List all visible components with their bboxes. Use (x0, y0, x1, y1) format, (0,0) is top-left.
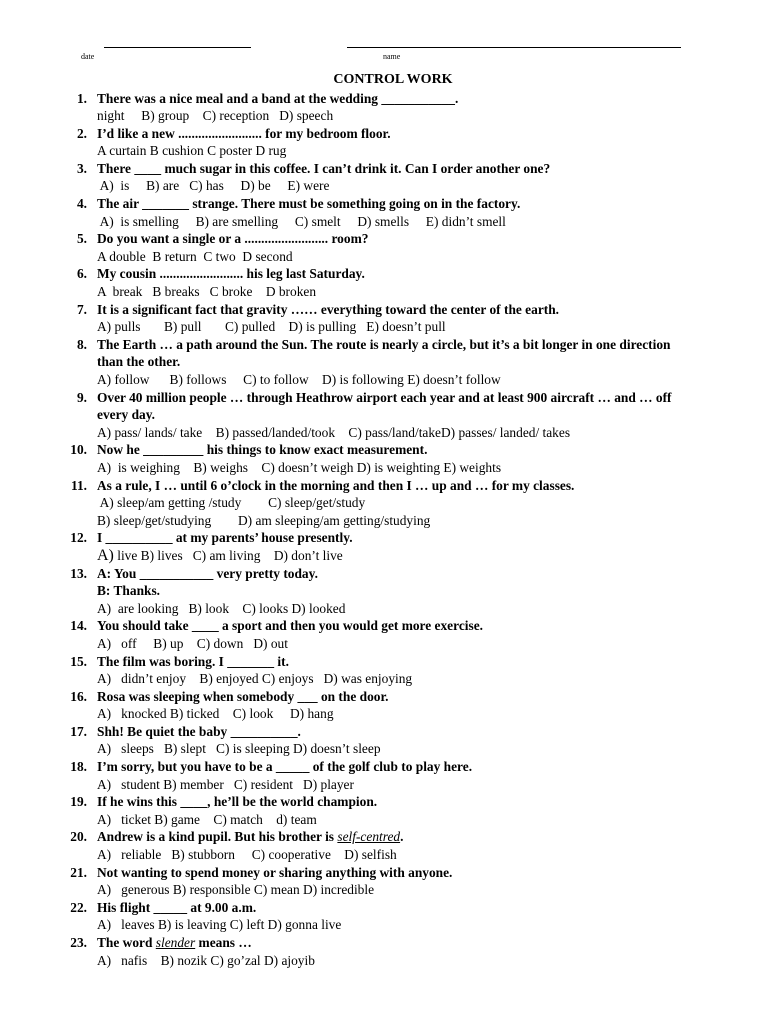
answer-options: A) ticket B) game C) match d) team (97, 811, 317, 827)
question-number: 3. (76, 160, 87, 176)
question-item (0, 477, 768, 530)
question-number: 1. (76, 90, 87, 106)
question-text (0, 160, 768, 178)
question-text (0, 653, 768, 671)
question-item (0, 864, 768, 899)
question-number: 12. (70, 530, 87, 546)
answer-options: A) nafis B) nozik C) go’zal D) ajoyib (97, 952, 315, 968)
question-text (0, 899, 768, 917)
question-text-content: Do you want a single or a ......................... room? (97, 231, 369, 247)
question-number: 21. (70, 864, 87, 880)
question-number: 4. (76, 196, 87, 212)
answer-options: A) pulls B) pull C) pulled D) is pulling E) doesn’t pull (97, 319, 446, 335)
option-a-label: A) (97, 546, 114, 564)
question-text (0, 265, 768, 283)
name-label: name (383, 52, 401, 61)
question-text-content: My cousin ......................... his leg last Saturday. (97, 266, 365, 282)
question-item (0, 125, 768, 160)
question-text (0, 723, 768, 741)
question-text-content: I __________ at my parents’ house presently. (97, 530, 353, 546)
question-text-content: Shh! Be quiet the baby __________. (97, 723, 301, 739)
question-list (0, 90, 768, 970)
question-text (0, 793, 768, 811)
question-text (0, 406, 768, 424)
answer-options (0, 547, 768, 565)
answer-options: A) knocked B) ticked C) look D) hang (97, 706, 334, 722)
question-number: 14. (70, 618, 87, 634)
question-number: 15. (70, 653, 87, 669)
answer-options: A) is B) are C) has D) be E) were (97, 178, 330, 194)
question-number: 17. (70, 723, 87, 739)
answer-options: A curtain B cushion C poster D rug (97, 143, 287, 159)
question-text (0, 529, 768, 547)
question-text (0, 582, 768, 600)
question-text (0, 90, 768, 108)
answer-options: A) follow B) follows C) to follow D) is following E) doesn’t follow (97, 372, 501, 387)
answer-options: A) reliable B) stubborn C) cooperative D) selfish (97, 847, 397, 863)
question-number: 11. (71, 477, 87, 493)
question-number: 22. (70, 899, 87, 915)
question-number: 5. (76, 231, 87, 247)
question-text-content: As a rule, I … until 6 o’clock in the morning and then I … up and … for my classes. (97, 477, 575, 493)
question-text (0, 230, 768, 248)
question-text-content: Now he _________ his things to know exact measurement. (97, 442, 428, 458)
answer-options: A) didn’t enjoy B) enjoyed C) enjoys D) was enjoying (97, 671, 413, 687)
answer-options: night B) group C) reception D) speech (97, 108, 334, 124)
question-number: 10. (70, 442, 87, 458)
question-item (0, 389, 768, 442)
answer-options: A double B return C two D second (97, 248, 293, 264)
answer-options: B) sleep/get/studying D) am sleeping/am getting/studying (97, 512, 431, 528)
question-item (0, 160, 768, 195)
question-item (0, 230, 768, 265)
question-text (0, 125, 768, 143)
answer-options: A) student B) member C) resident D) player (97, 776, 354, 792)
question-text-content: B: Thanks. (97, 583, 161, 599)
question-number: 19. (70, 794, 87, 810)
question-item (0, 899, 768, 934)
question-text-content: It is a significant fact that gravity …… everything toward the center of the earth. (97, 301, 560, 317)
question-number: 2. (76, 125, 87, 141)
answer-options: A) generous B) responsible C) mean D) incredible (97, 882, 375, 898)
question-text (0, 934, 768, 952)
answer-options: A) off B) up C) down D) out (97, 635, 288, 651)
question-text-content: Rosa was sleeping when somebody ___ on the door. (97, 688, 389, 704)
answer-options: A) sleeps B) slept C) is sleeping D) doesn’t sleep (97, 741, 381, 757)
question-text (0, 301, 768, 319)
question-item (0, 90, 768, 125)
question-text-content: The Earth … a path around the Sun. The route is nearly a circle, but it’s a bit longer in one direction (97, 336, 671, 352)
question-item (0, 529, 768, 564)
question-text (0, 828, 768, 846)
question-number: 18. (70, 759, 87, 775)
question-text-content: . (400, 829, 404, 845)
question-number: 6. (76, 266, 87, 282)
question-text (0, 336, 768, 354)
question-text-content: I’m sorry, but you have to be a _____ of the golf club to play here. (97, 759, 473, 775)
question-text (0, 688, 768, 706)
question-number: 16. (70, 688, 87, 704)
question-number: 23. (70, 935, 87, 950)
question-text-content: There ____ much sugar in this coffee. I can’t drink it. Can I order another one? (97, 160, 551, 176)
question-text-content: There was a nice meal and a band at the wedding ___________. (97, 90, 459, 106)
question-text (0, 195, 768, 213)
question-number: 7. (76, 301, 87, 317)
question-number: 9. (76, 389, 87, 405)
answer-options: A) leaves B) is leaving C) left D) gonna live (97, 917, 342, 933)
question-text (0, 441, 768, 459)
question-text-content: His flight _____ at 9.00 a.m. (97, 899, 257, 915)
answer-options: A) is weighing B) weighs C) doesn’t weigh D) is weighting E) weights (97, 459, 502, 475)
question-number: 13. (70, 565, 87, 581)
question-number: 20. (70, 829, 87, 845)
question-text-content: every day. (97, 407, 156, 423)
question-text-content: Not wanting to spend money or sharing anything with anyone. (97, 864, 453, 880)
question-number: 8. (76, 336, 87, 352)
question-item (0, 565, 768, 618)
date-line (104, 47, 251, 48)
question-item (0, 301, 768, 336)
question-text (0, 864, 768, 882)
question-text-content: A: You ___________ very pretty today. (97, 565, 318, 581)
answer-options: A) pass/ lands/ take B) passed/landed/took C) pass/land/takeD) passes/ landed/ takes (97, 424, 571, 440)
answer-options: A) is smelling B) are smelling C) smelt D) smells E) didn’t smell (97, 213, 506, 229)
question-text-content: You should take ____ a sport and then you would get more exercise. (97, 618, 483, 634)
question-text-content: The word (97, 935, 156, 950)
question-text-content: Andrew is a kind pupil. But his brother is (97, 829, 338, 845)
question-item (0, 688, 768, 723)
question-text (0, 389, 768, 407)
question-item (0, 441, 768, 476)
underlined-term: self-centred (337, 829, 401, 845)
question-text-content: Over 40 million people … through Heathrow airport each year and at least 900 aircraft … and … off (97, 389, 672, 405)
question-text-content: than the other. (97, 354, 181, 370)
question-text-content: If he wins this ____, he’ll be the world champion. (97, 794, 378, 810)
answer-options: A) are looking B) look C) looks D) looked (97, 600, 346, 616)
question-item (0, 758, 768, 793)
question-text-content: I’d like a new ......................... for my bedroom floor. (97, 125, 391, 141)
question-text (0, 353, 768, 371)
question-text (0, 617, 768, 635)
date-label: date (81, 52, 95, 61)
answer-options: A) sleep/am getting /study C) sleep/get/study (97, 495, 366, 511)
question-item (0, 336, 768, 389)
name-line (347, 47, 681, 48)
question-text-content: means … (195, 935, 252, 950)
page-title: CONTROL WORK (333, 72, 453, 87)
question-item (0, 793, 768, 828)
question-text (0, 758, 768, 776)
question-item (0, 195, 768, 230)
answer-options: A break B breaks C broke D broken (97, 284, 317, 300)
question-item (0, 828, 768, 863)
option-text: live B) lives C) am living D) don’t live (113, 547, 343, 563)
question-item (0, 653, 768, 688)
question-text-content: The film was boring. I _______ it. (97, 653, 289, 669)
question-text-content: The air _______ strange. There must be something going on in the factory. (97, 196, 521, 212)
question-text (0, 565, 768, 583)
question-item (0, 265, 768, 300)
question-item (0, 723, 768, 758)
question-item (0, 934, 768, 969)
question-item (0, 617, 768, 652)
underlined-term: slender (155, 935, 196, 950)
question-text (0, 477, 768, 495)
